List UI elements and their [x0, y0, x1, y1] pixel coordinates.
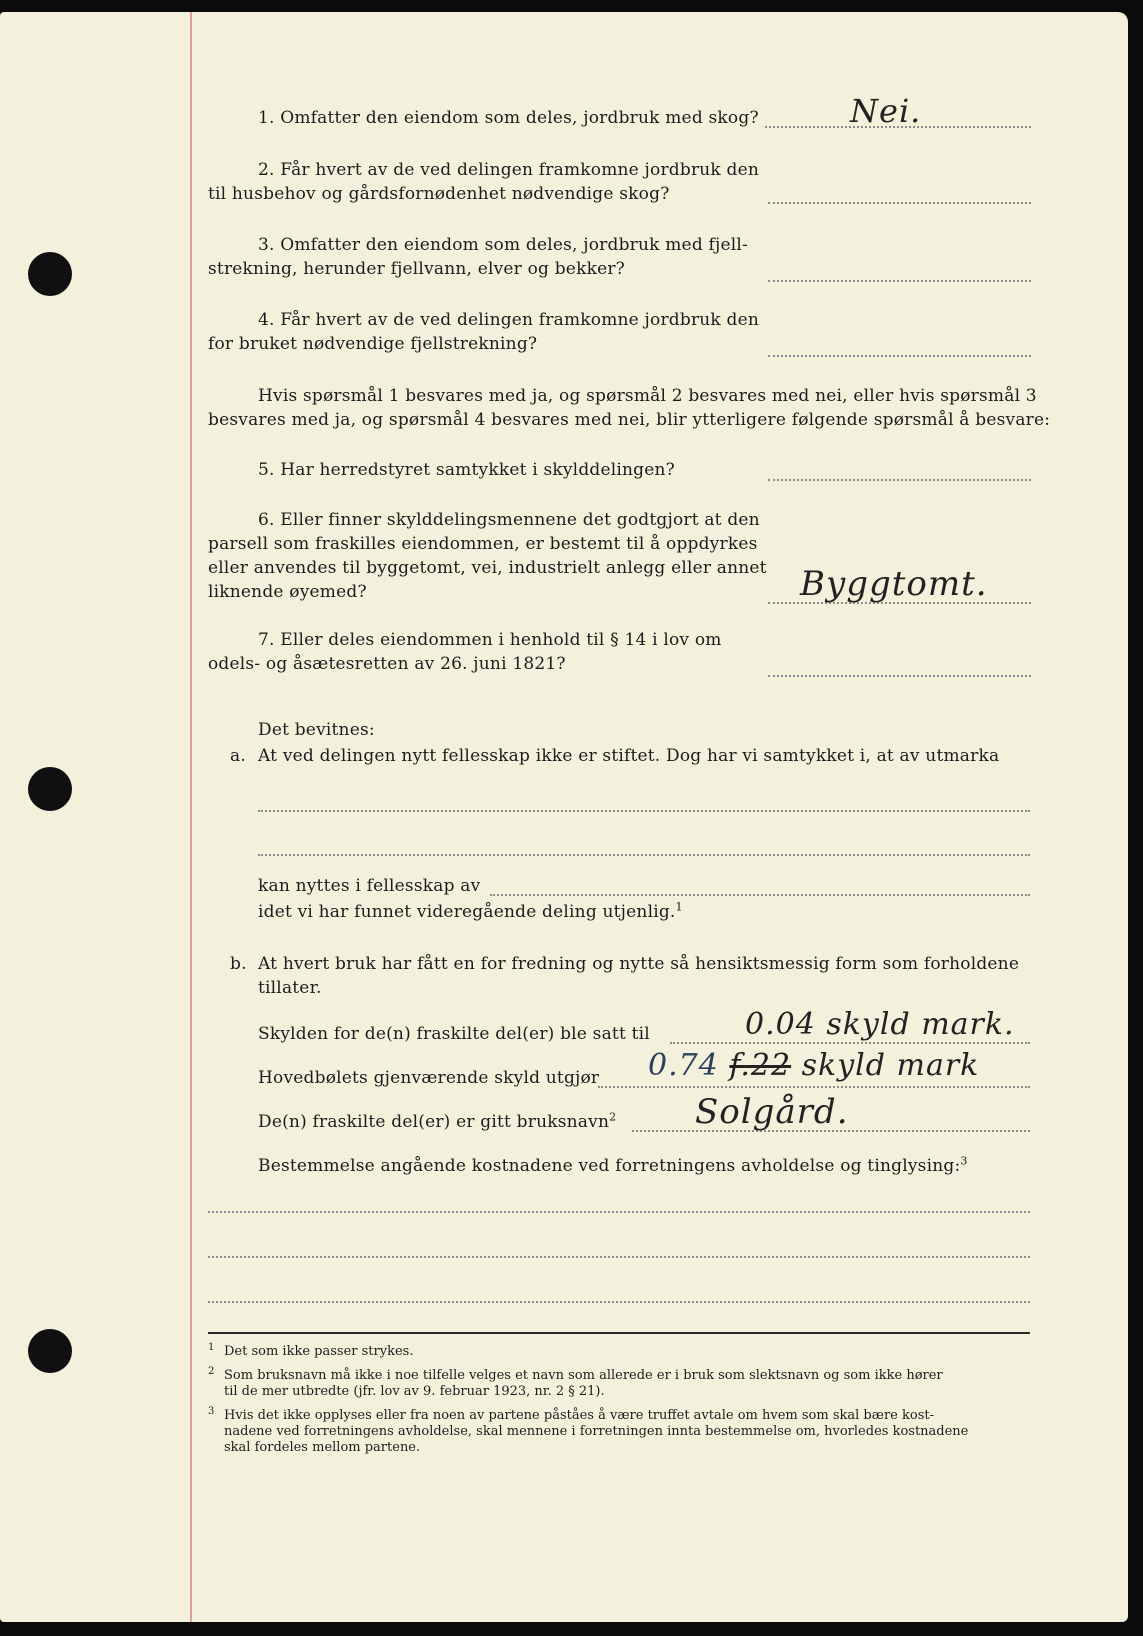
footnote-2-num: 2: [208, 1366, 215, 1377]
item-b-label: b.: [230, 954, 247, 974]
item-b-line-1: At hvert bruk har fått en for fredning og nytte så hensiktsmessig form som forholdene: [258, 954, 1020, 974]
item-a-utjenlig: [258, 900, 683, 924]
hovedbol-value-rest: skyld mark: [801, 1048, 980, 1083]
answer-6-handwritten: Byggtomt.: [800, 564, 988, 604]
footnote-1-num: 1: [208, 1342, 215, 1353]
footnote-2-line-1: Som bruksnavn må ikke i noe tilfelle velges et navn som allerede er i bruk som slektsnavn og som ikke hører: [224, 1368, 943, 1383]
footnote-2-line-2: til de mer utbredte (jfr. lov av 9. februar 1923, nr. 2 § 21).: [224, 1384, 605, 1399]
item-b-line-2: tillater.: [258, 978, 322, 998]
bruksnavn-label: [258, 1110, 616, 1134]
answer-line-3: [768, 280, 1031, 282]
footnote-rule: [208, 1332, 1030, 1334]
hovedbol-handwritten: [648, 1048, 979, 1083]
question-2-line-2: til husbehov og gårdsfornødenhet nødvendige skog?: [208, 184, 670, 204]
hovedbol-label: Hovedbølets gjenværende skyld utgjør: [258, 1068, 600, 1088]
footnote-ref-3: 3: [960, 1154, 968, 1168]
answer-line-7: [768, 675, 1031, 677]
conditional-line-2: besvares med ja, og spørsmål 4 besvares med nei, blir ytterligere følgende spørsmål å besvare:: [208, 410, 1051, 430]
answer-line-5: [768, 479, 1031, 481]
punch-hole-top: [28, 252, 72, 296]
footnote-3-num: 3: [208, 1406, 215, 1417]
skylden-handwritten: 0.04 skyld mark.: [745, 1007, 1015, 1042]
answer-1-handwritten: Nei.: [850, 92, 922, 130]
bevitnes-heading: Det bevitnes:: [258, 720, 375, 740]
question-4-line-2: for bruket nødvendige fjellstrekning?: [208, 334, 538, 354]
question-7-line-1: 7. Eller deles eiendommen i henhold til § 14 i lov om: [258, 630, 722, 650]
question-6-line-3: eller anvendes til byggetomt, vei, industrielt anlegg eller annet: [208, 558, 767, 578]
bestemmelse-label: [258, 1154, 968, 1178]
fellesskap-line: [490, 894, 1030, 896]
question-6-line-4: liknende øyemed?: [208, 582, 367, 602]
bestemmelse-line-2: [208, 1256, 1030, 1258]
conditional-line-1: Hvis spørsmål 1 besvares med ja, og spørsmål 2 besvares med nei, eller hvis spørsmål 3: [258, 386, 1037, 406]
skylden-line: [670, 1042, 1030, 1044]
answer-line-2: [768, 202, 1031, 204]
footnote-ref-1: 1: [675, 900, 683, 914]
question-2-line-1: 2. Får hvert av de ved delingen framkomne jordbruk den: [258, 160, 760, 180]
question-6-line-2: parsell som fraskilles eiendommen, er bestemt til å oppdyrkes: [208, 534, 758, 554]
answer-line-4: [768, 355, 1031, 357]
punch-hole-bottom: [28, 1329, 72, 1373]
bruksnavn-label-text: De(n) fraskilte del(er) er gitt bruksnavn: [258, 1112, 610, 1132]
question-4-line-1: 4. Får hvert av de ved delingen framkomne jordbruk den: [258, 310, 760, 330]
bestemmelse-line-1: [208, 1211, 1030, 1213]
footnote-3-line-2: nadene ved forretningens avholdelse, skal mennene i forretningen innta bestemmelse om, hvorledes kostnadene: [224, 1424, 969, 1439]
bestemmelse-line-3: [208, 1301, 1030, 1303]
question-5: 5. Har herredstyret samtykket i skylddelingen?: [258, 460, 675, 480]
skylden-label: Skylden for de(n) fraskilte del(er) ble satt til: [258, 1024, 650, 1044]
margin-line: [190, 12, 192, 1622]
footnote-ref-2: 2: [609, 1110, 617, 1124]
bruksnavn-handwritten: Solgård.: [695, 1092, 849, 1132]
utmark-line-2: [258, 854, 1030, 856]
punch-hole-middle: [28, 767, 72, 811]
item-a-fellesskap-label: kan nyttes i fellesskap av: [258, 876, 481, 896]
bestemmelse-label-text: Bestemmelse angående kostnadene ved forretningens avholdelse og tinglysing:: [258, 1156, 961, 1176]
footnote-3-line-3: skal fordeles mellom partene.: [224, 1440, 421, 1455]
utjenlig-text: idet vi har funnet videregående deling utjenlig.: [258, 902, 676, 922]
utmark-line-1: [258, 810, 1030, 812]
footnote-1-line-1: Det som ikke passer strykes.: [224, 1344, 414, 1359]
footnote-3-line-1: Hvis det ikke opplyses eller fra noen av partene påståes å være truffet avtale om hvem som skal bære kost-: [224, 1408, 935, 1423]
hovedbol-value-struck: f.22: [729, 1048, 792, 1083]
item-a-label: a.: [230, 746, 246, 766]
question-7-line-2: odels- og åsætesretten av 26. juni 1821?: [208, 654, 566, 674]
question-1: 1. Omfatter den eiendom som deles, jordbruk med skog?: [258, 108, 759, 128]
form-page: [0, 12, 1128, 1622]
item-a-text: At ved delingen nytt fellesskap ikke er stiftet. Dog har vi samtykket i, at av utmarka: [258, 746, 1000, 766]
question-3-line-2: strekning, herunder fjellvann, elver og bekker?: [208, 259, 625, 279]
question-3-line-1: 3. Omfatter den eiendom som deles, jordbruk med fjell-: [258, 235, 748, 255]
question-6-line-1: 6. Eller finner skylddelingsmennene det godtgjort at den: [258, 510, 760, 530]
hovedbol-line: [598, 1086, 1030, 1088]
hovedbol-value-number: 0.74: [648, 1048, 719, 1083]
